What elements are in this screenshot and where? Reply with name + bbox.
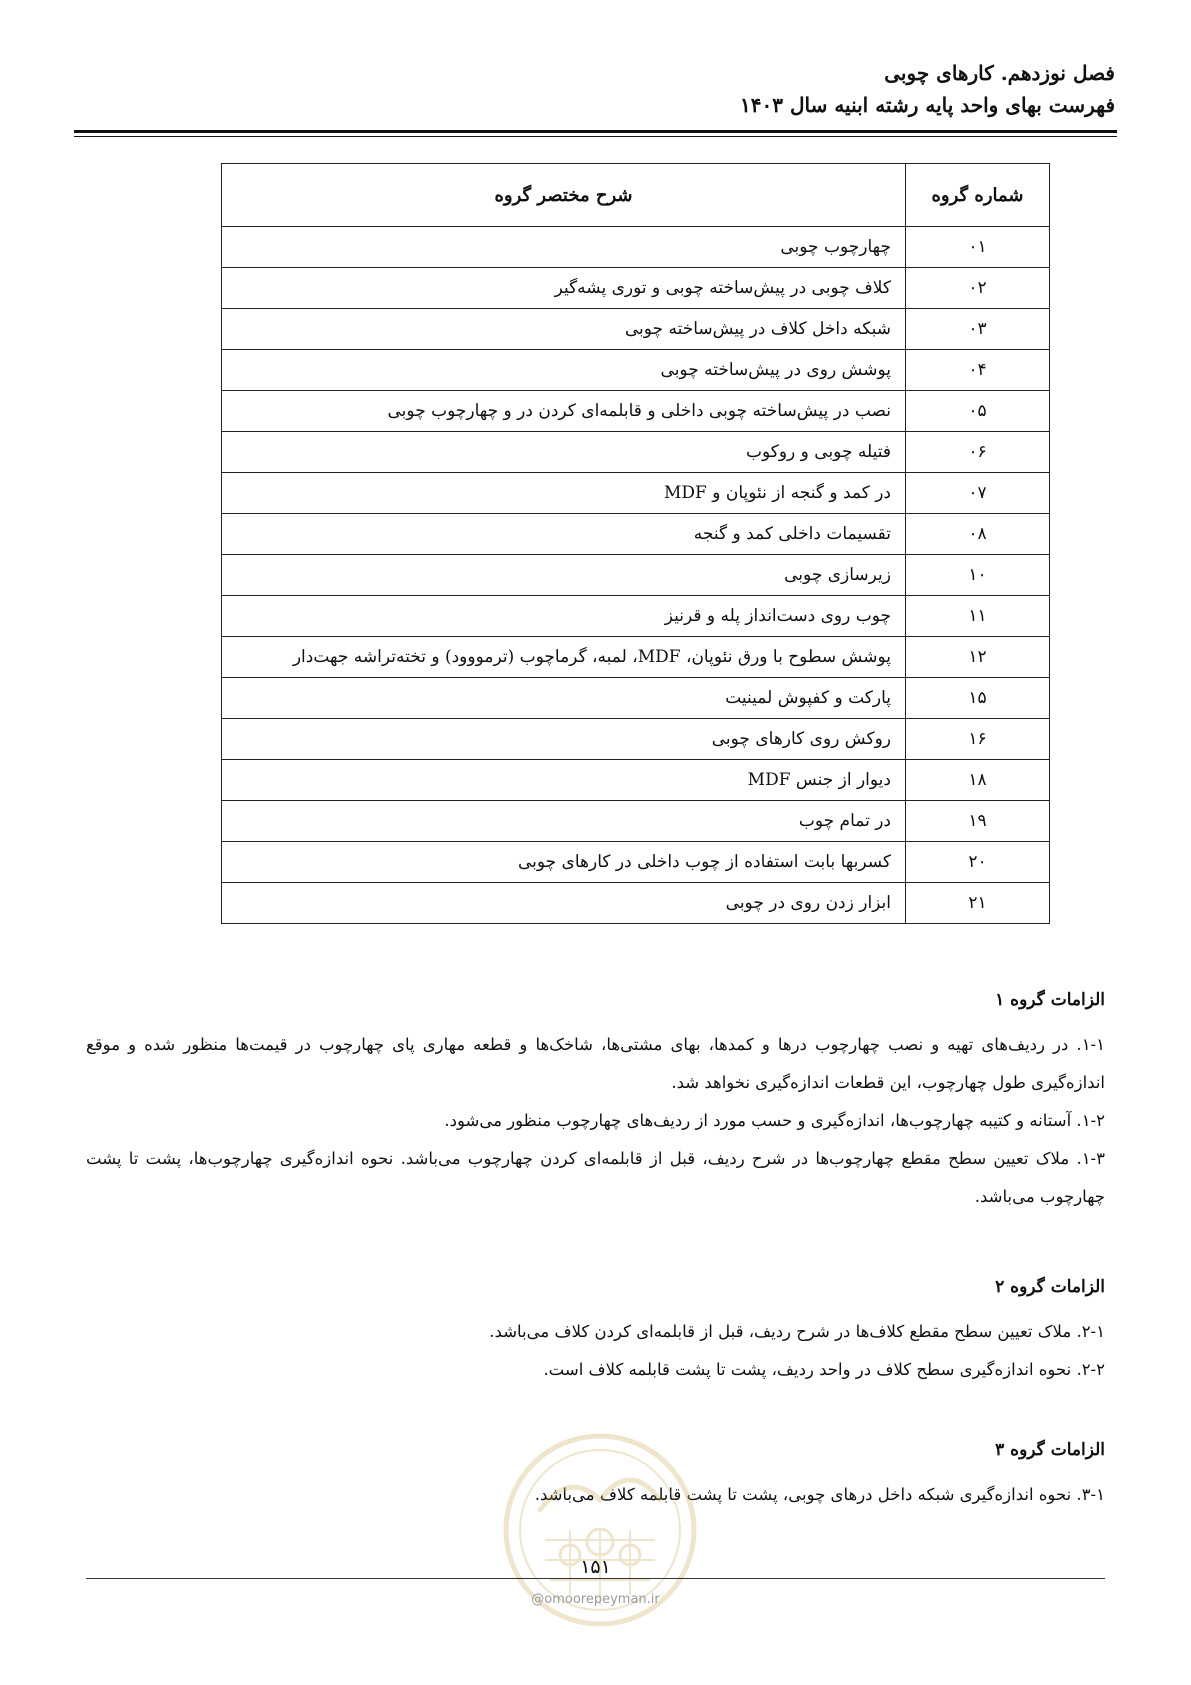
website-watermark: @omoorepeyman.ir bbox=[531, 1592, 660, 1607]
group-number: ۲۰ bbox=[906, 842, 1050, 883]
header-divider-thick bbox=[74, 130, 1117, 133]
group-number: ۱۸ bbox=[906, 760, 1050, 801]
group-number: ۲۱ bbox=[906, 883, 1050, 924]
chapter-title: فصل نوزدهم. کارهای چوبی bbox=[884, 61, 1115, 85]
group-description: پارکت و کفپوش لمینیت bbox=[222, 678, 906, 719]
group-description: شبکه داخل کلاف در پیش‌ساخته چوبی bbox=[222, 309, 906, 350]
group-description: ابزار زدن روی در چوبی bbox=[222, 883, 906, 924]
header-divider-thin bbox=[74, 136, 1117, 137]
requirements-group-1 bbox=[86, 988, 1105, 1216]
group-description: نصب در پیش‌ساخته چوبی داخلی و قابلمه‌ای کردن در و چهارچوب چوبی bbox=[222, 391, 906, 432]
group-number: ۱۱ bbox=[906, 596, 1050, 637]
table-row bbox=[222, 678, 1050, 719]
table-row bbox=[222, 432, 1050, 473]
table-row bbox=[222, 309, 1050, 350]
group-description: در تمام چوب bbox=[222, 801, 906, 842]
group-description: پوشش سطوح با ورق نئوپان، MDF، لمبه، گرماچوب (ترمووود) و تخته‌تراشه جهت‌دار bbox=[222, 637, 906, 678]
group-number: ۰۶ bbox=[906, 432, 1050, 473]
table-row bbox=[222, 883, 1050, 924]
table-row bbox=[222, 473, 1050, 514]
group-description: پوشش روی در پیش‌ساخته چوبی bbox=[222, 350, 906, 391]
group-description: چوب روی دست‌انداز پله و قرنیز bbox=[222, 596, 906, 637]
table-row bbox=[222, 842, 1050, 883]
requirements-title: الزامات گروه ۳ bbox=[995, 1440, 1105, 1460]
group-description: فتیله چوبی و روکوب bbox=[222, 432, 906, 473]
group-number: ۰۴ bbox=[906, 350, 1050, 391]
table-row bbox=[222, 760, 1050, 801]
column-header-number: شماره گروه bbox=[906, 164, 1050, 227]
group-description: کلاف چوبی در پیش‌ساخته چوبی و توری پشه‌گیر bbox=[222, 268, 906, 309]
table-row bbox=[222, 637, 1050, 678]
requirement-item: ۱-۲. آستانه و کتیبه چهارچوب‌ها، اندازه‌گیری و حسب مورد از ردیف‌های چهارچوب منظور می‌شود. bbox=[444, 1111, 1105, 1130]
group-description: دیوار از جنس MDF bbox=[222, 760, 906, 801]
page-header bbox=[76, 58, 1115, 122]
group-number: ۱۵ bbox=[906, 678, 1050, 719]
group-number: ۱۰ bbox=[906, 555, 1050, 596]
group-number: ۱۶ bbox=[906, 719, 1050, 760]
requirements-title: الزامات گروه ۲ bbox=[995, 1277, 1105, 1297]
table-row bbox=[222, 227, 1050, 268]
group-description: کسربها بابت استفاده از چوب داخلی در کارهای چوبی bbox=[222, 842, 906, 883]
table-row bbox=[222, 555, 1050, 596]
requirement-item: ۱-۳. ملاک تعیین سطح مقطع چهارچوب‌ها در شرح ردیف، قبل از قابلمه‌ای کردن چهارچوب می‌باشد. نحوه اندازه‌گیری چهارچوب‌ها، پشت تا پشت چهارچوب می‌باشد. bbox=[86, 1149, 1105, 1206]
group-description: زیرسازی چوبی bbox=[222, 555, 906, 596]
requirement-item: ۲-۲. نحوه اندازه‌گیری سطح کلاف در واحد ردیف، پشت تا پشت قابلمه کلاف است. bbox=[543, 1360, 1105, 1379]
table-row bbox=[222, 719, 1050, 760]
table-row bbox=[222, 801, 1050, 842]
group-number: ۱۲ bbox=[906, 637, 1050, 678]
document-subtitle: فهرست بهای واحد پایه رشته ابنیه سال ۱۴۰۳ bbox=[740, 93, 1115, 117]
group-number: ۰۵ bbox=[906, 391, 1050, 432]
group-number: ۱۹ bbox=[906, 801, 1050, 842]
group-description: روکش روی کارهای چوبی bbox=[222, 719, 906, 760]
requirement-item: ۲-۱. ملاک تعیین سطح مقطع کلاف‌ها در شرح ردیف، قبل از قابلمه‌ای کردن کلاف می‌باشد. bbox=[489, 1322, 1105, 1341]
group-description: چهارچوب چوبی bbox=[222, 227, 906, 268]
table-row bbox=[222, 514, 1050, 555]
groups-table bbox=[221, 163, 1050, 924]
group-number: ۰۲ bbox=[906, 268, 1050, 309]
group-number: ۰۷ bbox=[906, 473, 1050, 514]
table-row bbox=[222, 350, 1050, 391]
footer-divider bbox=[86, 1578, 1105, 1579]
requirement-item: ۱-۱. در ردیف‌های تهیه و نصب چهارچوب درها و کمدها، بهای مشتی‌ها، شاخک‌ها و قطعه مهاری پای چهارچوب در قیمت‌ها منظور شده و موقع اندازه‌گیری طول چهارچوب، این قطعات اندازه‌گیری نخواهد شد. bbox=[86, 1035, 1105, 1092]
group-description: تقسیمات داخلی کمد و گنجه bbox=[222, 514, 906, 555]
group-number: ۰۸ bbox=[906, 514, 1050, 555]
table-row bbox=[222, 391, 1050, 432]
column-header-description: شرح مختصر گروه bbox=[222, 164, 906, 227]
page-number: ۱۵۱ bbox=[580, 1556, 611, 1578]
requirements-title: الزامات گروه ۱ bbox=[995, 990, 1105, 1010]
table-row bbox=[222, 268, 1050, 309]
group-number: ۰۳ bbox=[906, 309, 1050, 350]
requirements-group-2 bbox=[86, 1275, 1105, 1389]
table-header-row bbox=[222, 164, 1050, 227]
requirement-item: ۳-۱. نحوه اندازه‌گیری شبکه داخل درهای چوبی، پشت تا پشت قابلمه کلاف می‌باشد. bbox=[534, 1485, 1105, 1504]
group-number: ۰۱ bbox=[906, 227, 1050, 268]
group-description: در کمد و گنجه از نئوپان و MDF bbox=[222, 473, 906, 514]
table-row bbox=[222, 596, 1050, 637]
